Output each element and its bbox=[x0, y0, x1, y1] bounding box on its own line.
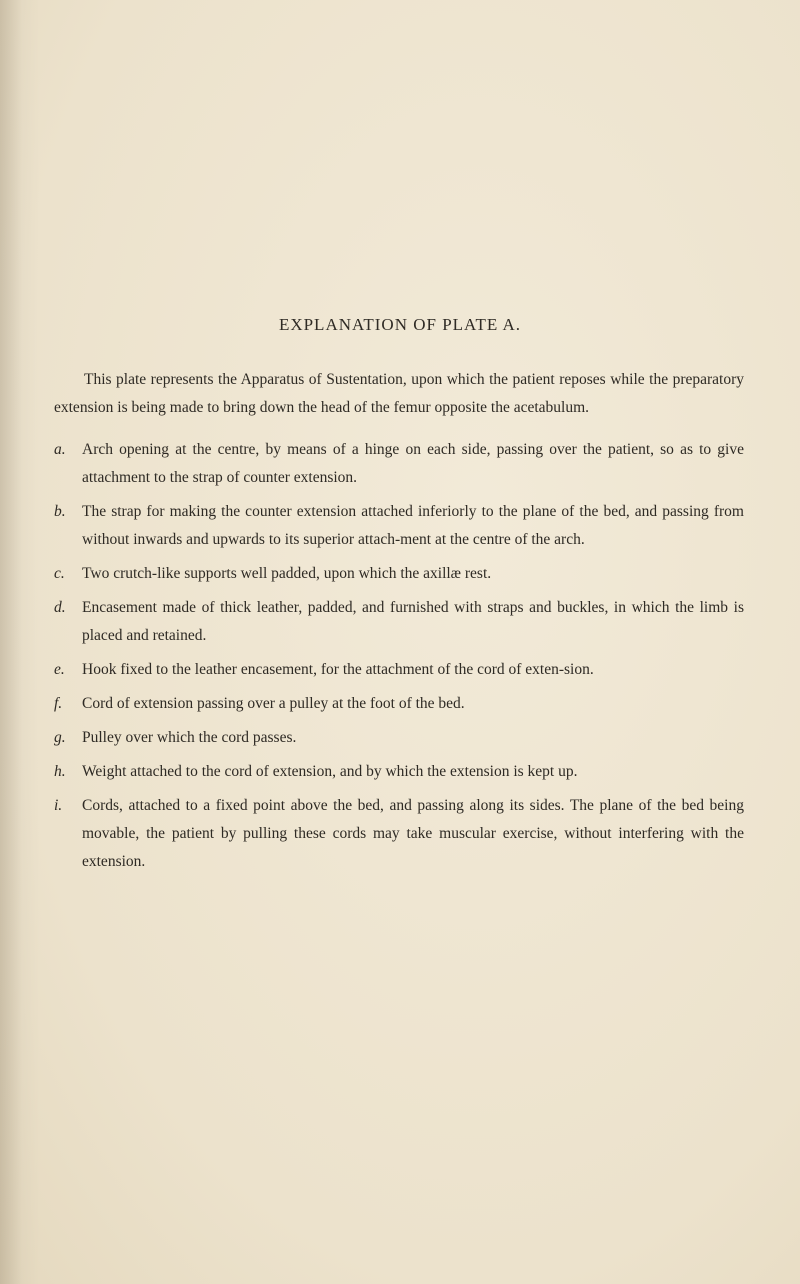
entry-text: Hook fixed to the leather encasement, for the attachment of the cord of exten-sion. bbox=[82, 661, 594, 678]
entry-key: b. bbox=[54, 503, 66, 520]
binding-shadow bbox=[0, 0, 22, 1284]
entry-c bbox=[54, 560, 744, 588]
entry-text: Arch opening at the centre, by means of a hinge on each side, passing over the patient, so as to give attachment to the strap of counter extension. bbox=[82, 441, 744, 486]
entry-key: i. bbox=[54, 797, 63, 814]
entry-d bbox=[54, 594, 744, 650]
entry-g bbox=[54, 724, 744, 752]
page-title: EXPLANATION OF PLATE A. bbox=[278, 315, 522, 334]
entry-key: h. bbox=[54, 763, 66, 780]
entry-h bbox=[54, 758, 744, 786]
entry-key: f. bbox=[54, 695, 63, 712]
entry-text: Cords, attached to a fixed point above the bed, and passing along its sides. The plane of the bed being movable, the patient by pulling these cords may take muscular exercise, without interfering with the extension. bbox=[82, 797, 744, 870]
entry-key: c. bbox=[54, 565, 65, 582]
entry-text: Encasement made of thick leather, padded, and furnished with straps and buckles, in which the limb is placed and retained. bbox=[82, 599, 744, 644]
entry-key: e. bbox=[54, 661, 65, 678]
entry-a bbox=[54, 436, 744, 492]
entry-key: g. bbox=[54, 729, 66, 746]
entry-key: a. bbox=[54, 441, 66, 458]
entry-text: Pulley over which the cord passes. bbox=[82, 729, 297, 746]
entry-f bbox=[54, 690, 744, 718]
entry-text: Weight attached to the cord of extension, and by which the extension is kept up. bbox=[82, 763, 578, 780]
intro-paragraph: This plate represents the Apparatus of Sustentation, upon which the patient reposes while the preparatory extension is being made to bring down the head of the femur opposite the acetabulum. bbox=[54, 371, 744, 416]
entry-text: The strap for making the counter extension attached inferiorly to the plane of the bed, and passing from without inwards and upwards to its superior attach-ment at the centre of the arch. bbox=[82, 503, 744, 548]
entry-i bbox=[54, 792, 744, 876]
explanation-text bbox=[54, 366, 744, 882]
entry-text: Two crutch-like supports well padded, upon which the axillæ rest. bbox=[82, 565, 492, 582]
entry-e bbox=[54, 656, 744, 684]
entry-key: d. bbox=[54, 599, 66, 616]
entry-b bbox=[54, 498, 744, 554]
entry-text: Cord of extension passing over a pulley at the foot of the bed. bbox=[82, 695, 465, 712]
